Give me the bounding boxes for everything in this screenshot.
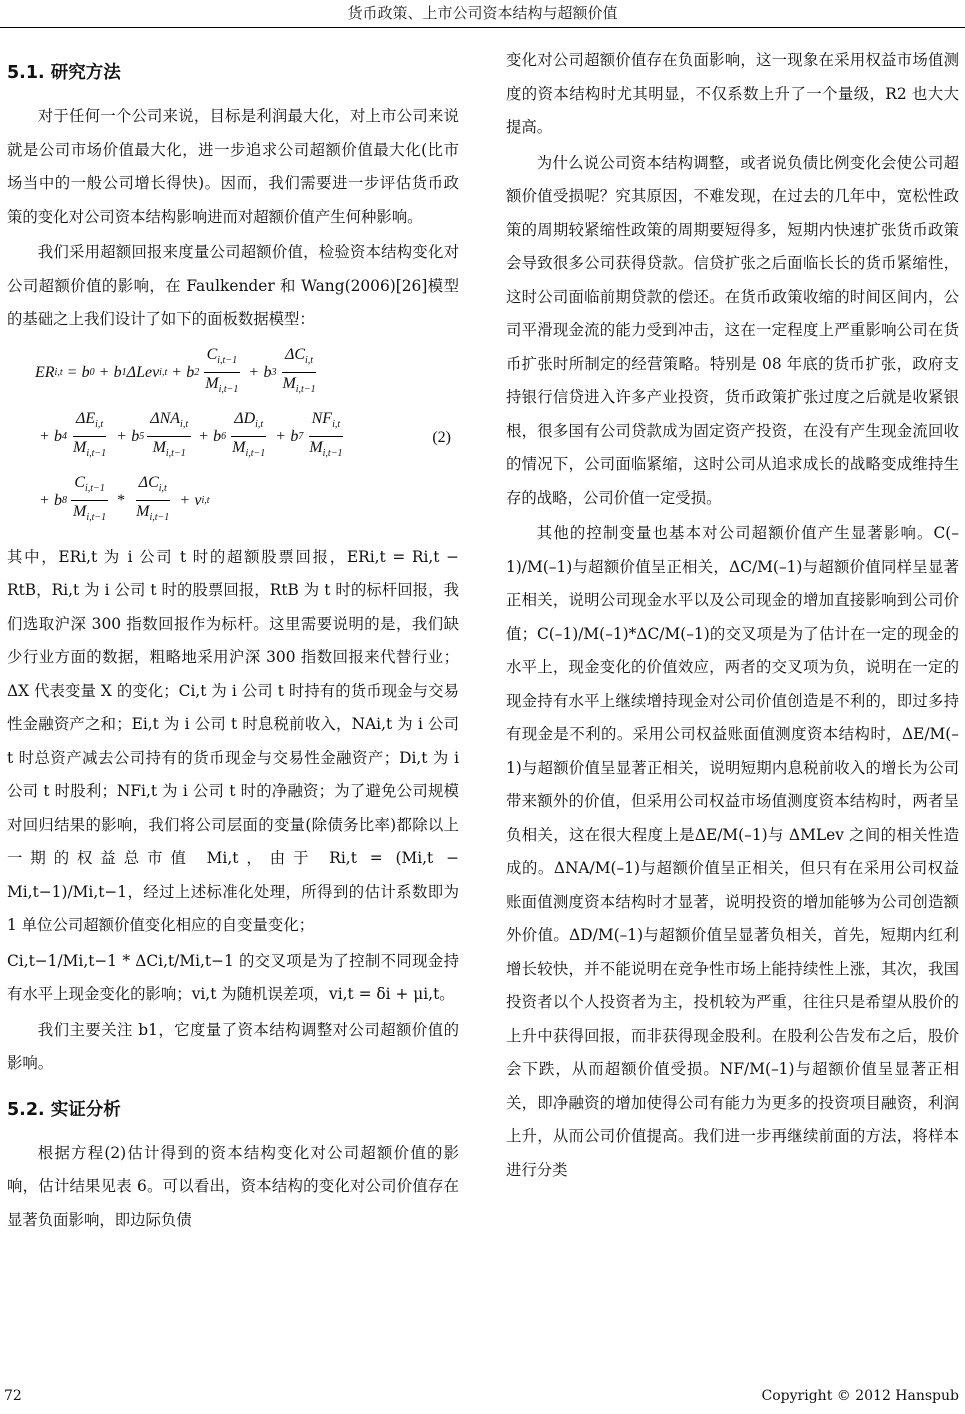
section-heading-5-1: 5.1. 研究方法 [7, 63, 121, 83]
section-heading-5-2: 5.2. 实证分析 [7, 1099, 121, 1120]
paragraph: 变化对公司超额价值存在负面影响，这一现象在采用权益市场值测度的资本结构时尤其明显，不仅系数上升了一个量级，R2 也大大提高。 [506, 51, 959, 136]
left-column [7, 44, 459, 1370]
equation-line-2: + b 4 $\frac{\Delta E_{i,t}}{M_{i,t-1}}$ + b 5 $\frac{\Delta NA_{i,t}}{M_{i,t-1}}$ + b 6 $\frac{\Delta D_{i,t}}{M_{i,t-1}}$ + b 7 $\frac{NF_{i,t}}{M_{i,t-1}}$ [40, 409, 343, 460]
equation-2 [7, 341, 459, 533]
paragraph: 我们采用超额回报来度量公司超额价值，检验资本结构变化对公司超额价值的影响，在 Faulkender 和 Wang(2006)[26]模型的基础之上我们设计了如下的面板数据模型： [7, 243, 459, 328]
copyright-notice: Copyright © 2012 Hanspub [761, 1388, 959, 1404]
paragraph: 其他的控制变量也基本对公司超额价值产生显著影响。C(–1)/M(–1)与超额价值呈正相关，ΔC/M(–1)与超额价值同样呈显著正相关，说明公司现金水平以及公司现金的增加直接影响到公司价值；C(–1)/M(–1)*ΔC/M(–1)的交叉项是为了估计在一定的现金的水平上，现金变化的价值效应，两者的交叉项为负，说明在一定的现金持有水平上继续增持现金对公司价值创造是不利的，即过多持有现金是不利的。采用公司权益账面值测度资本结构时，ΔE/M(–1)与超额价值呈显著正相关，说明短期内息税前收入的增长为公司带来额外的价值，但采用公司权益市场值测度资本结构时，两者呈负相关，这在很大程度上是ΔE/M(–1)与 ΔMLev 之间的相关性造成的。ΔNA/M(–1)与超额价值呈正相关，但只有在采用公司权益账面值测度资本结构时才显著，说明投资的增加能够为公司创造额外价值。ΔD/M(–1)与超额价值呈显著负相关，首先，短期内红利增长较快，并不能说明在竞争性市场上能持续性上涨，其次，我国投资者以个人投资者为主，投机较为严重，往往只是希望从股价的上升中获得回报，而非获得现金股利。在股利公告发布之后，股价会下跌，从而超额价值受损。NF/M(–1)与超额价值呈显著正相关，即净融资的增加使得公司有能力为更多的投资项目融资，利润上升，从而公司价值提高。我们进一步再继续前面的方法，将样本进行分类 [506, 524, 959, 1179]
paragraph: 其中，ERi,t 为 i 公司 t 时的超额股票回报，ERi,t = Ri,t − RtB，Ri,t 为 i 公司 t 时的股票回报，RtB 为 t 时的标杆回报，我们选取沪深 300 指数回报作为标杆。这里需要说明的是，我们缺少行业方面的数据，粗略地采用沪深 300 指数回报来代替行业；ΔX 代表变量 X 的变化；Ci,t 为 i 公司 t 时持有的货币现金与交易性金融资产之和；Ei,t 为 i 公司 t 时息税前收入，NAi,t 为 i 公司 t 时总资产减去公司持有的货币现金与交易性金融资产；Di,t 为 i 公司 t 时股利；NFi,t 为 i 公司 t 时的净融资；为了避免公司规模对回归结果的影响，我们将公司层面的变量(除债务比率)都除以上一期的权益总市值 Mi,t，由于 Ri,t = (Mi,t − Mi,t−1)/Mi,t−1，经过上述标准化处理，所得到的估计系数即为 1 单位公司超额价值变化相应的自变量变化； [7, 547, 459, 934]
page-number: 72 [4, 1388, 22, 1404]
paragraph: 根据方程(2)估计得到的资本结构变化对公司超额价值的影响，估计结果见表 6。可以看出，资本结构的变化对公司价值存在显著负面影响，即边际负债 [7, 1143, 459, 1229]
equation-number: (2) [432, 428, 451, 446]
paragraph: 对于任何一个公司来说，目标是利润最大化，对上市公司来说就是公司市场价值最大化，进一步追求公司超额价值最大化(比市场当中的一般公司增长得快)。因而，我们需要进一步评估货币政策的变化对公司资本结构影响进而对超额价值产生何种影响。 [7, 107, 459, 226]
header-rule [0, 27, 965, 28]
running-header: 货币政策、上市公司资本结构与超额价值 [347, 4, 618, 22]
paragraph: 为什么说公司资本结构调整，或者说负债比例变化会使公司超额价值受损呢？究其原因，不难发现，在过去的几年中，宽松性政策的周期较紧缩性政策的周期要短得多，短期内快速扩张货币政策会导致很多公司获得贷款。信贷扩张之后面临长长的货币紧缩性，这时公司面临前期贷款的偿还。在货币政策收缩的时间区间内，公司平滑现金流的能力受到冲击，这在一定程度上严重影响公司在货币扩张时所制定的经营策略。特别是 08 年底的货币扩张，政府支持银行信贷进入许多产业投资，货币政策扩张过度之后就是收紧银根，很多国有公司贷款成为固定资产投资，在没有产生现金流回收的情况下，公司面临紧缩，这时公司从追求成长的战略变成维持生存的战略，公司价值一定受损。 [506, 153, 959, 507]
equation-line-3: + b 8 $\frac{C_{i,t-1}}{M_{i,t-1}}$ * $\frac{\Delta C_{i,t}}{M_{i,t-1}}$ + v i,t [40, 473, 210, 524]
paragraph: Ci,t−1/Mi,t−1 * ΔCi,t/Mi,t−1 的交叉项是为了控制不同现金持有水平上现金变化的影响；vi,t 为随机误差项，vi,t = δi + μi,t。 [7, 951, 459, 1003]
right-column [506, 44, 959, 1370]
paragraph: 我们主要关注 b1，它度量了资本结构调整对公司超额价值的影响。 [7, 1020, 459, 1072]
equation-line-1: ER i,t = b 0 + b 1 ΔLev i,t + b 2 $\frac{C_{i,t-1}}{M_{i,t-1}}$ + b 3 $\frac{\Delta C_{i,t}}{M_{i,t-1}}$ [35, 345, 316, 396]
